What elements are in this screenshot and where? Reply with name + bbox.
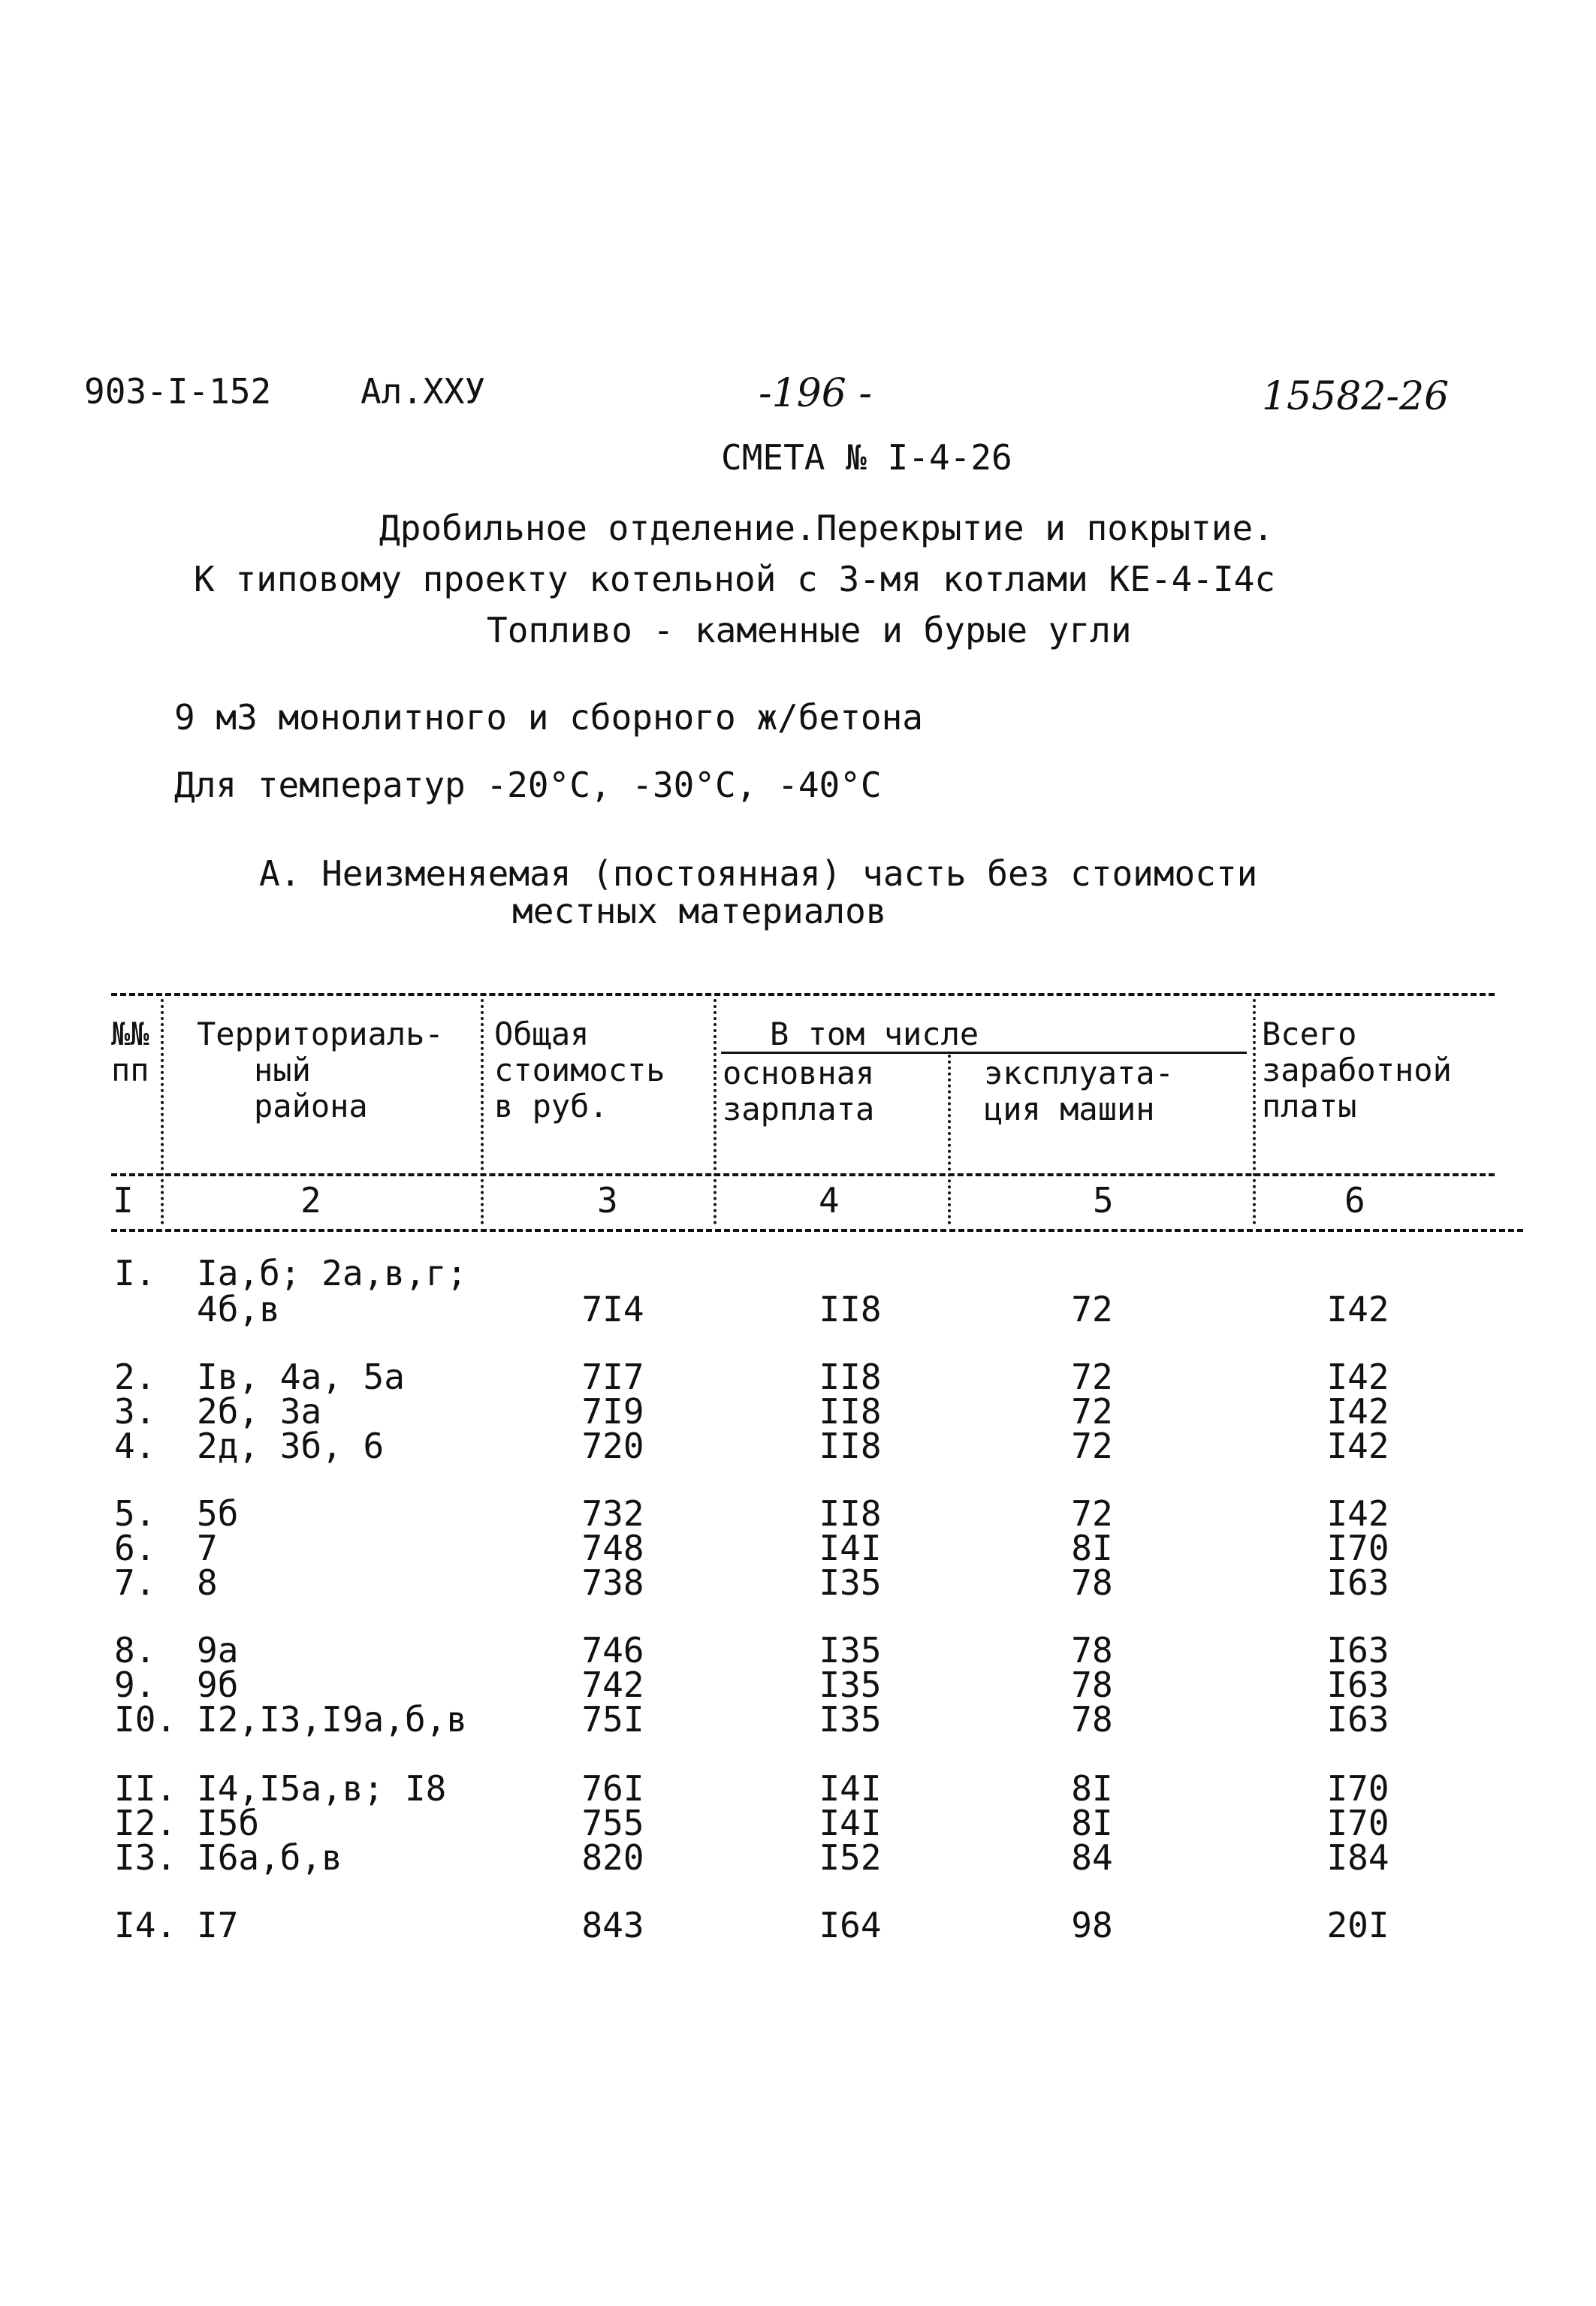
colnum-1: I: [113, 1180, 134, 1221]
row-number: 6.: [114, 1528, 156, 1568]
concrete-volume: 9 м3 монолитного и сборного ж/бетона: [174, 697, 923, 738]
row-machines: 72: [1071, 1493, 1113, 1534]
header-col6-line1: Всего: [1262, 1016, 1357, 1052]
header-col2-line2: ный: [254, 1052, 311, 1088]
row-total: 742: [581, 1665, 644, 1705]
row-total: 820: [581, 1837, 644, 1878]
row-machines: 8I: [1071, 1803, 1113, 1843]
row-total: 76I: [581, 1768, 644, 1809]
col-separator-2: [481, 999, 484, 1224]
row-salary: II8: [819, 1426, 882, 1466]
row-number: I4.: [114, 1905, 177, 1945]
row-salary: I35: [819, 1630, 882, 1671]
page-number: -196 -: [759, 371, 872, 416]
row-salary: II8: [819, 1391, 882, 1432]
row-salary: I4I: [819, 1528, 882, 1568]
row-region: 8: [197, 1562, 218, 1603]
document-code: 903-I-152: [84, 371, 272, 412]
row-salary: I35: [819, 1562, 882, 1603]
estimate-title: СМЕТА № I-4-26: [721, 437, 1012, 478]
header-col3-line2: стоимость: [494, 1052, 665, 1088]
row-machines: 78: [1071, 1665, 1113, 1705]
row-region: 9б: [197, 1665, 239, 1705]
row-wages: I42: [1326, 1391, 1389, 1432]
row-machines: 72: [1071, 1289, 1113, 1330]
header-col5-line1: эксплуата-: [984, 1055, 1174, 1091]
row-total: 748: [581, 1528, 644, 1568]
col-separator-4: [948, 1055, 951, 1224]
header-col5-line2: ция машин: [984, 1091, 1155, 1127]
row-salary: II8: [819, 1357, 882, 1397]
row-number: I0.: [114, 1699, 177, 1740]
row-salary: I4I: [819, 1768, 882, 1809]
row-total: 7I9: [581, 1391, 644, 1432]
row-region: I5б: [197, 1803, 260, 1843]
row-region: 9а: [197, 1630, 239, 1671]
colnum-4: 4: [819, 1180, 840, 1221]
row-wages: 20I: [1326, 1905, 1389, 1945]
row-total: 746: [581, 1630, 644, 1671]
title-line-2: К типовому проекту котельной с 3-мя котлами КЕ-4-I4с: [194, 559, 1276, 599]
row-machines: 84: [1071, 1837, 1113, 1878]
row-region: 7: [197, 1528, 218, 1568]
row-wages: I63: [1326, 1630, 1389, 1671]
row-machines: 78: [1071, 1630, 1113, 1671]
row-region: 2б, 3а: [197, 1391, 322, 1432]
row-number: II.: [114, 1768, 177, 1809]
row-region: 5б: [197, 1493, 239, 1534]
header-col3-line1: Общая: [494, 1016, 590, 1052]
row-wages: I63: [1326, 1665, 1389, 1705]
row-total: 7I4: [581, 1289, 644, 1330]
table-top-rule: [111, 993, 1495, 996]
row-region: 2д, 3б, 6: [197, 1426, 385, 1466]
col-separator-3: [714, 999, 717, 1224]
col-separator-5: [1253, 999, 1256, 1224]
row-wages: I70: [1326, 1803, 1389, 1843]
colnum-3: 3: [597, 1180, 618, 1221]
row-salary: I35: [819, 1665, 882, 1705]
header-col2-line1: Территориаль-: [197, 1016, 444, 1052]
header-col1-line2: пп: [111, 1052, 149, 1088]
row-machines: 8I: [1071, 1528, 1113, 1568]
header-group: В том числе: [770, 1016, 979, 1052]
row-salary: II8: [819, 1493, 882, 1534]
header-col1-line1: №№: [111, 1016, 149, 1052]
row-number: I.: [114, 1253, 156, 1293]
row-wages: I63: [1326, 1699, 1389, 1740]
header-col3-line3: в руб.: [494, 1088, 608, 1124]
row-total: 843: [581, 1905, 644, 1945]
row-number: 3.: [114, 1391, 156, 1432]
row-salary: I4I: [819, 1803, 882, 1843]
header-col6-line2: заработной: [1262, 1052, 1452, 1088]
row-number: I2.: [114, 1803, 177, 1843]
row-machines: 98: [1071, 1905, 1113, 1945]
row-machines: 72: [1071, 1391, 1113, 1432]
row-machines: 78: [1071, 1562, 1113, 1603]
row-number: 7.: [114, 1562, 156, 1603]
row-wages: I70: [1326, 1528, 1389, 1568]
row-total: 720: [581, 1426, 644, 1466]
row-machines: 72: [1071, 1426, 1113, 1466]
row-machines: 8I: [1071, 1768, 1113, 1809]
row-number: 9.: [114, 1665, 156, 1705]
col-separator-1: [161, 999, 164, 1224]
header-col2-line3: района: [254, 1088, 368, 1124]
row-wages: I63: [1326, 1562, 1389, 1603]
row-total: 7I7: [581, 1357, 644, 1397]
row-salary: II8: [819, 1289, 882, 1330]
row-number: 2.: [114, 1357, 156, 1397]
row-region: I4,I5а,в; I8: [197, 1768, 447, 1809]
row-machines: 78: [1071, 1699, 1113, 1740]
row-region-continued: 4б,в: [197, 1289, 280, 1330]
row-wages: I70: [1326, 1768, 1389, 1809]
section-heading-line-2: местных материалов: [512, 891, 887, 931]
row-wages: I42: [1326, 1357, 1389, 1397]
colnum-6: 6: [1344, 1180, 1365, 1221]
temperature-range: Для температур -20°С, -30°С, -40°С: [174, 765, 882, 805]
row-total: 75I: [581, 1699, 644, 1740]
row-wages: I42: [1326, 1289, 1389, 1330]
row-region: I6а,б,в: [197, 1837, 342, 1878]
row-machines: 72: [1071, 1357, 1113, 1397]
row-number: I3.: [114, 1837, 177, 1878]
row-region: Iв, 4а, 5а: [197, 1357, 405, 1397]
row-total: 732: [581, 1493, 644, 1534]
row-salary: I52: [819, 1837, 882, 1878]
title-line-3: Топливо - каменные и бурые угли: [487, 610, 1132, 650]
header-col4-line2: зарплата: [723, 1091, 875, 1127]
row-salary: I35: [819, 1699, 882, 1740]
table-colnum-rule: [111, 1229, 1523, 1232]
row-total: 755: [581, 1803, 644, 1843]
row-region: I7: [197, 1905, 239, 1945]
row-region: Iа,б; 2а,в,г;: [197, 1253, 468, 1293]
row-number: 8.: [114, 1630, 156, 1671]
row-salary: I64: [819, 1905, 882, 1945]
handwritten-inventory-number: 15582-26: [1262, 374, 1450, 419]
album-number: Ал.XXУ: [361, 371, 486, 412]
colnum-5: 5: [1093, 1180, 1114, 1221]
title-line-1: Дробильное отделение.Перекрытие и покрытие.: [379, 508, 1274, 548]
section-heading-line-1: А. Неизменяемая (постоянная) часть без стоимости: [259, 853, 1258, 894]
row-wages: I42: [1326, 1426, 1389, 1466]
table-header-rule: [111, 1173, 1495, 1176]
row-total: 738: [581, 1562, 644, 1603]
row-wages: I42: [1326, 1493, 1389, 1534]
header-col6-line3: платы: [1262, 1088, 1357, 1124]
row-number: 4.: [114, 1426, 156, 1466]
row-region: I2,I3,I9а,б,в: [197, 1699, 468, 1740]
row-number: 5.: [114, 1493, 156, 1534]
colnum-2: 2: [300, 1180, 321, 1221]
row-wages: I84: [1326, 1837, 1389, 1878]
header-col4-line1: основная: [723, 1055, 875, 1091]
